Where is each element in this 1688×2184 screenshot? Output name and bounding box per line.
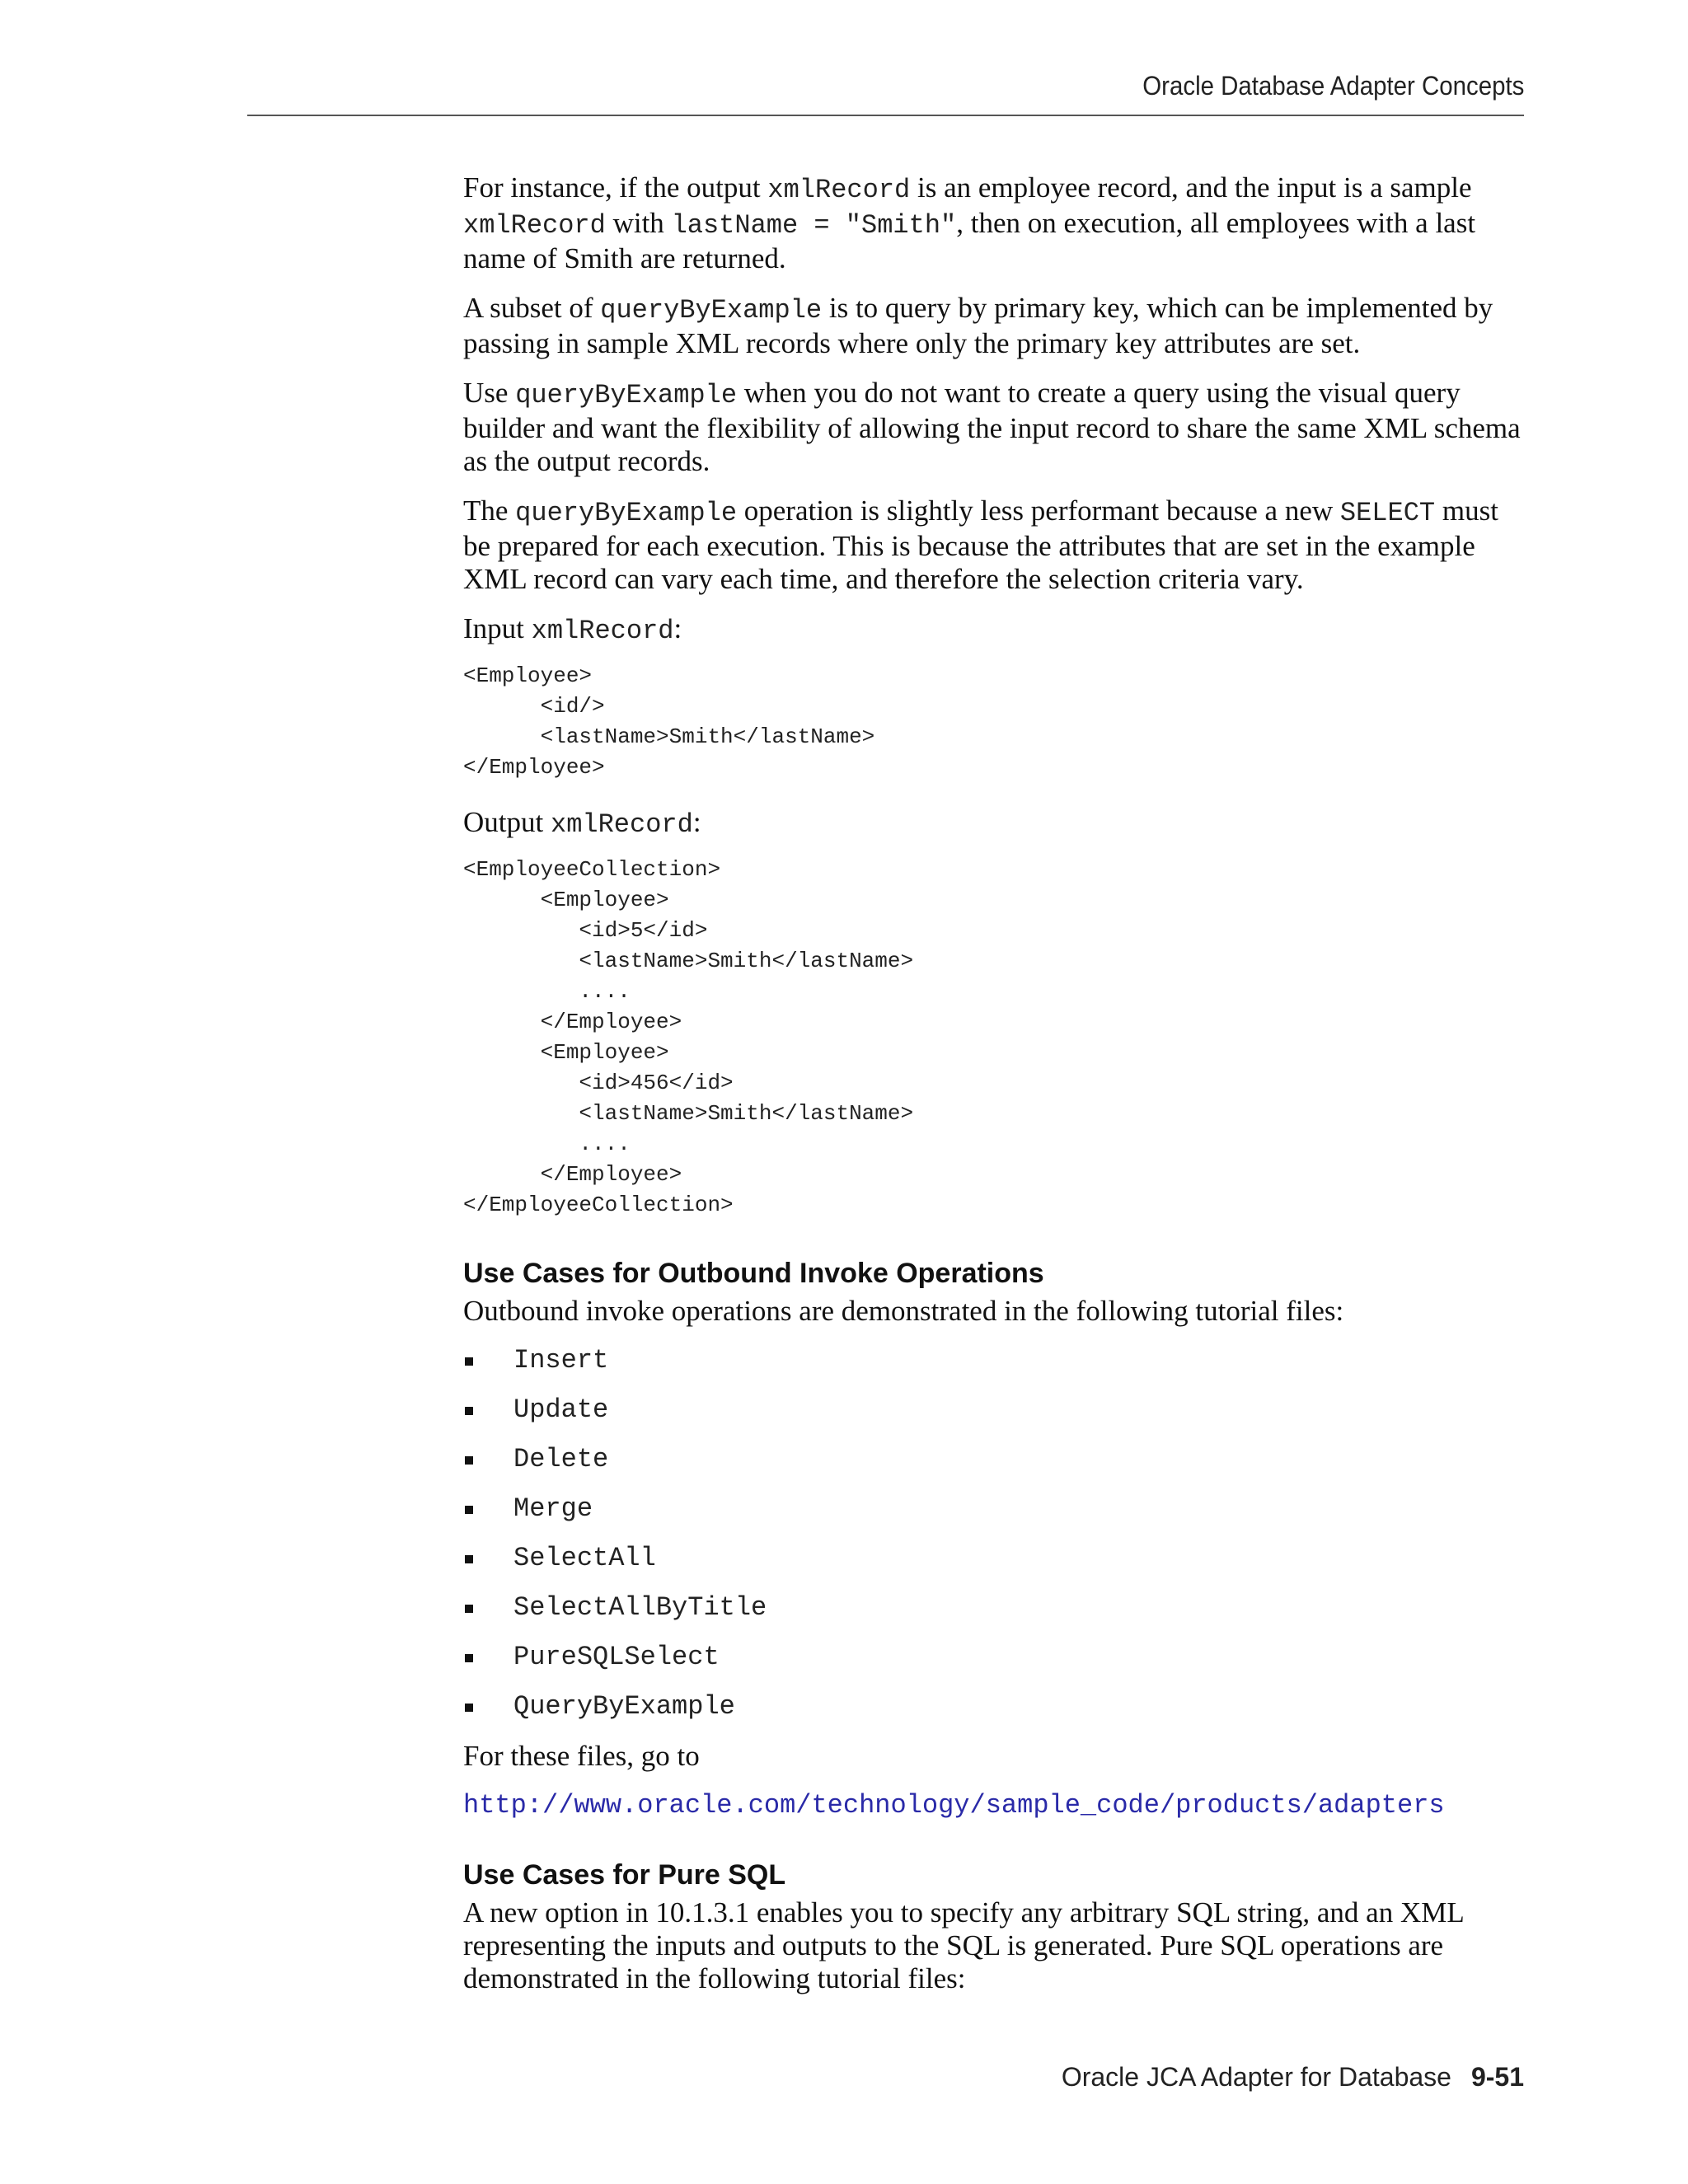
files-location-text: For these files, go to (463, 1740, 700, 1772)
sample-code-link[interactable]: http://www.oracle.com/technology/sample_code/products/adapters (463, 1790, 1445, 1821)
text-run: operation is slightly less performant because a new (737, 494, 1340, 527)
bullet-icon (465, 1357, 473, 1366)
bullet-icon (465, 1704, 473, 1712)
tutorial-file-name: Update (513, 1394, 609, 1425)
tutorial-file-name: SelectAllByTitle (513, 1592, 767, 1623)
inline-code: SELECT (1339, 498, 1436, 528)
tutorial-file-name: Insert (513, 1345, 609, 1376)
input-record-label (463, 612, 1526, 648)
bullet-icon (465, 1506, 473, 1514)
text-run: , then on execution, all employees with a last name of Smith are returned. (463, 207, 1476, 274)
tutorial-file-item (463, 1641, 1526, 1674)
tutorial-file-item (463, 1394, 1526, 1427)
text-run: when you do not want to create a query using the visual query builder and want the flexibility of allowing the input record to share the same XML schema as the output records. (463, 377, 1521, 477)
page-number: 9-51 (1470, 2062, 1524, 2092)
input-code-block: <Employee> <id/> <lastName>Smith</lastName> </Employee> (463, 663, 875, 780)
text-run: The (463, 494, 516, 527)
bullet-icon (465, 1605, 473, 1613)
tutorial-file-name: PureSQLSelect (513, 1642, 720, 1672)
text-run: is an employee record, and the input is a sample (910, 171, 1472, 204)
text-run: Input (463, 612, 532, 644)
text-run: For instance, if the output (463, 171, 768, 204)
bullet-icon (465, 1555, 473, 1563)
inline-code: queryByExample (515, 380, 738, 410)
paragraph-query-example-intro (463, 171, 1526, 275)
page-footer (1062, 2062, 1524, 2093)
bullet-icon (465, 1456, 473, 1465)
outbound-intro: Outbound invoke operations are demonstrated in the following tutorial files: (463, 1295, 1344, 1327)
inline-code: xmlRecord (550, 809, 693, 840)
tutorial-file-name: Delete (513, 1444, 609, 1474)
bullet-icon (465, 1654, 473, 1662)
text-run: with (605, 207, 672, 239)
text-run: A subset of (463, 292, 601, 324)
tutorial-file-list (463, 1344, 1526, 1723)
inline-code: queryByExample (515, 498, 738, 528)
section-heading-pure-sql: Use Cases for Pure SQL (463, 1859, 786, 1891)
tutorial-file-name: QueryByExample (513, 1691, 735, 1722)
inline-code: xmlRecord (463, 210, 606, 241)
tutorial-file-item (463, 1344, 1526, 1377)
text-run: must be prepared for each execution. This is because the attributes that are set in the example XML record can vary each time, and therefore the selection criteria vary. (463, 494, 1498, 595)
paragraph-primary-key (463, 292, 1526, 360)
tutorial-file-item (463, 1690, 1526, 1723)
pure-sql-paragraph: A new option in 10.1.3.1 enables you to specify any arbitrary SQL string, and an XML representing the inputs and outputs to the SQL is generated. Pure SQL operations are demonstrated in the following tutorial files: (463, 1896, 1464, 1994)
output-code-block: <EmployeeCollection> <Employee> <id>5</id> <lastName>Smith</lastName> .... </Employee> <Employee> <id>456</id> <lastName>Smith</lastName> .... </Employee> </EmployeeCollection> (463, 857, 914, 1217)
tutorial-file-name: SelectAll (513, 1543, 656, 1573)
section-heading-outbound: Use Cases for Outbound Invoke Operations (463, 1258, 1044, 1289)
inline-code: queryByExample (600, 295, 823, 326)
inline-code: xmlRecord (531, 616, 674, 646)
running-header: Oracle Database Adapter Concepts (1142, 71, 1524, 101)
paragraph-when-to-use (463, 377, 1526, 478)
bullet-icon (465, 1407, 473, 1415)
paragraph-performance (463, 494, 1526, 596)
tutorial-file-item (463, 1591, 1526, 1624)
tutorial-file-item (463, 1443, 1526, 1476)
tutorial-file-item (463, 1542, 1526, 1575)
text-run: Output (463, 806, 551, 838)
footer-title: Oracle JCA Adapter for Database (1061, 2062, 1451, 2092)
text-run: : (692, 806, 701, 838)
header-divider (247, 115, 1524, 116)
text-run: : (673, 612, 682, 644)
inline-code: lastName = "Smith" (671, 210, 957, 241)
tutorial-file-item (463, 1493, 1526, 1526)
page-content (463, 171, 1526, 2012)
output-record-label (463, 806, 1526, 841)
inline-code: xmlRecord (767, 175, 911, 205)
tutorial-file-name: Merge (513, 1493, 593, 1524)
text-run: Use (463, 377, 516, 409)
text-run: is to query by primary key, which can be implemented by passing in sample XML records where only the primary key attributes are set. (463, 292, 1493, 359)
